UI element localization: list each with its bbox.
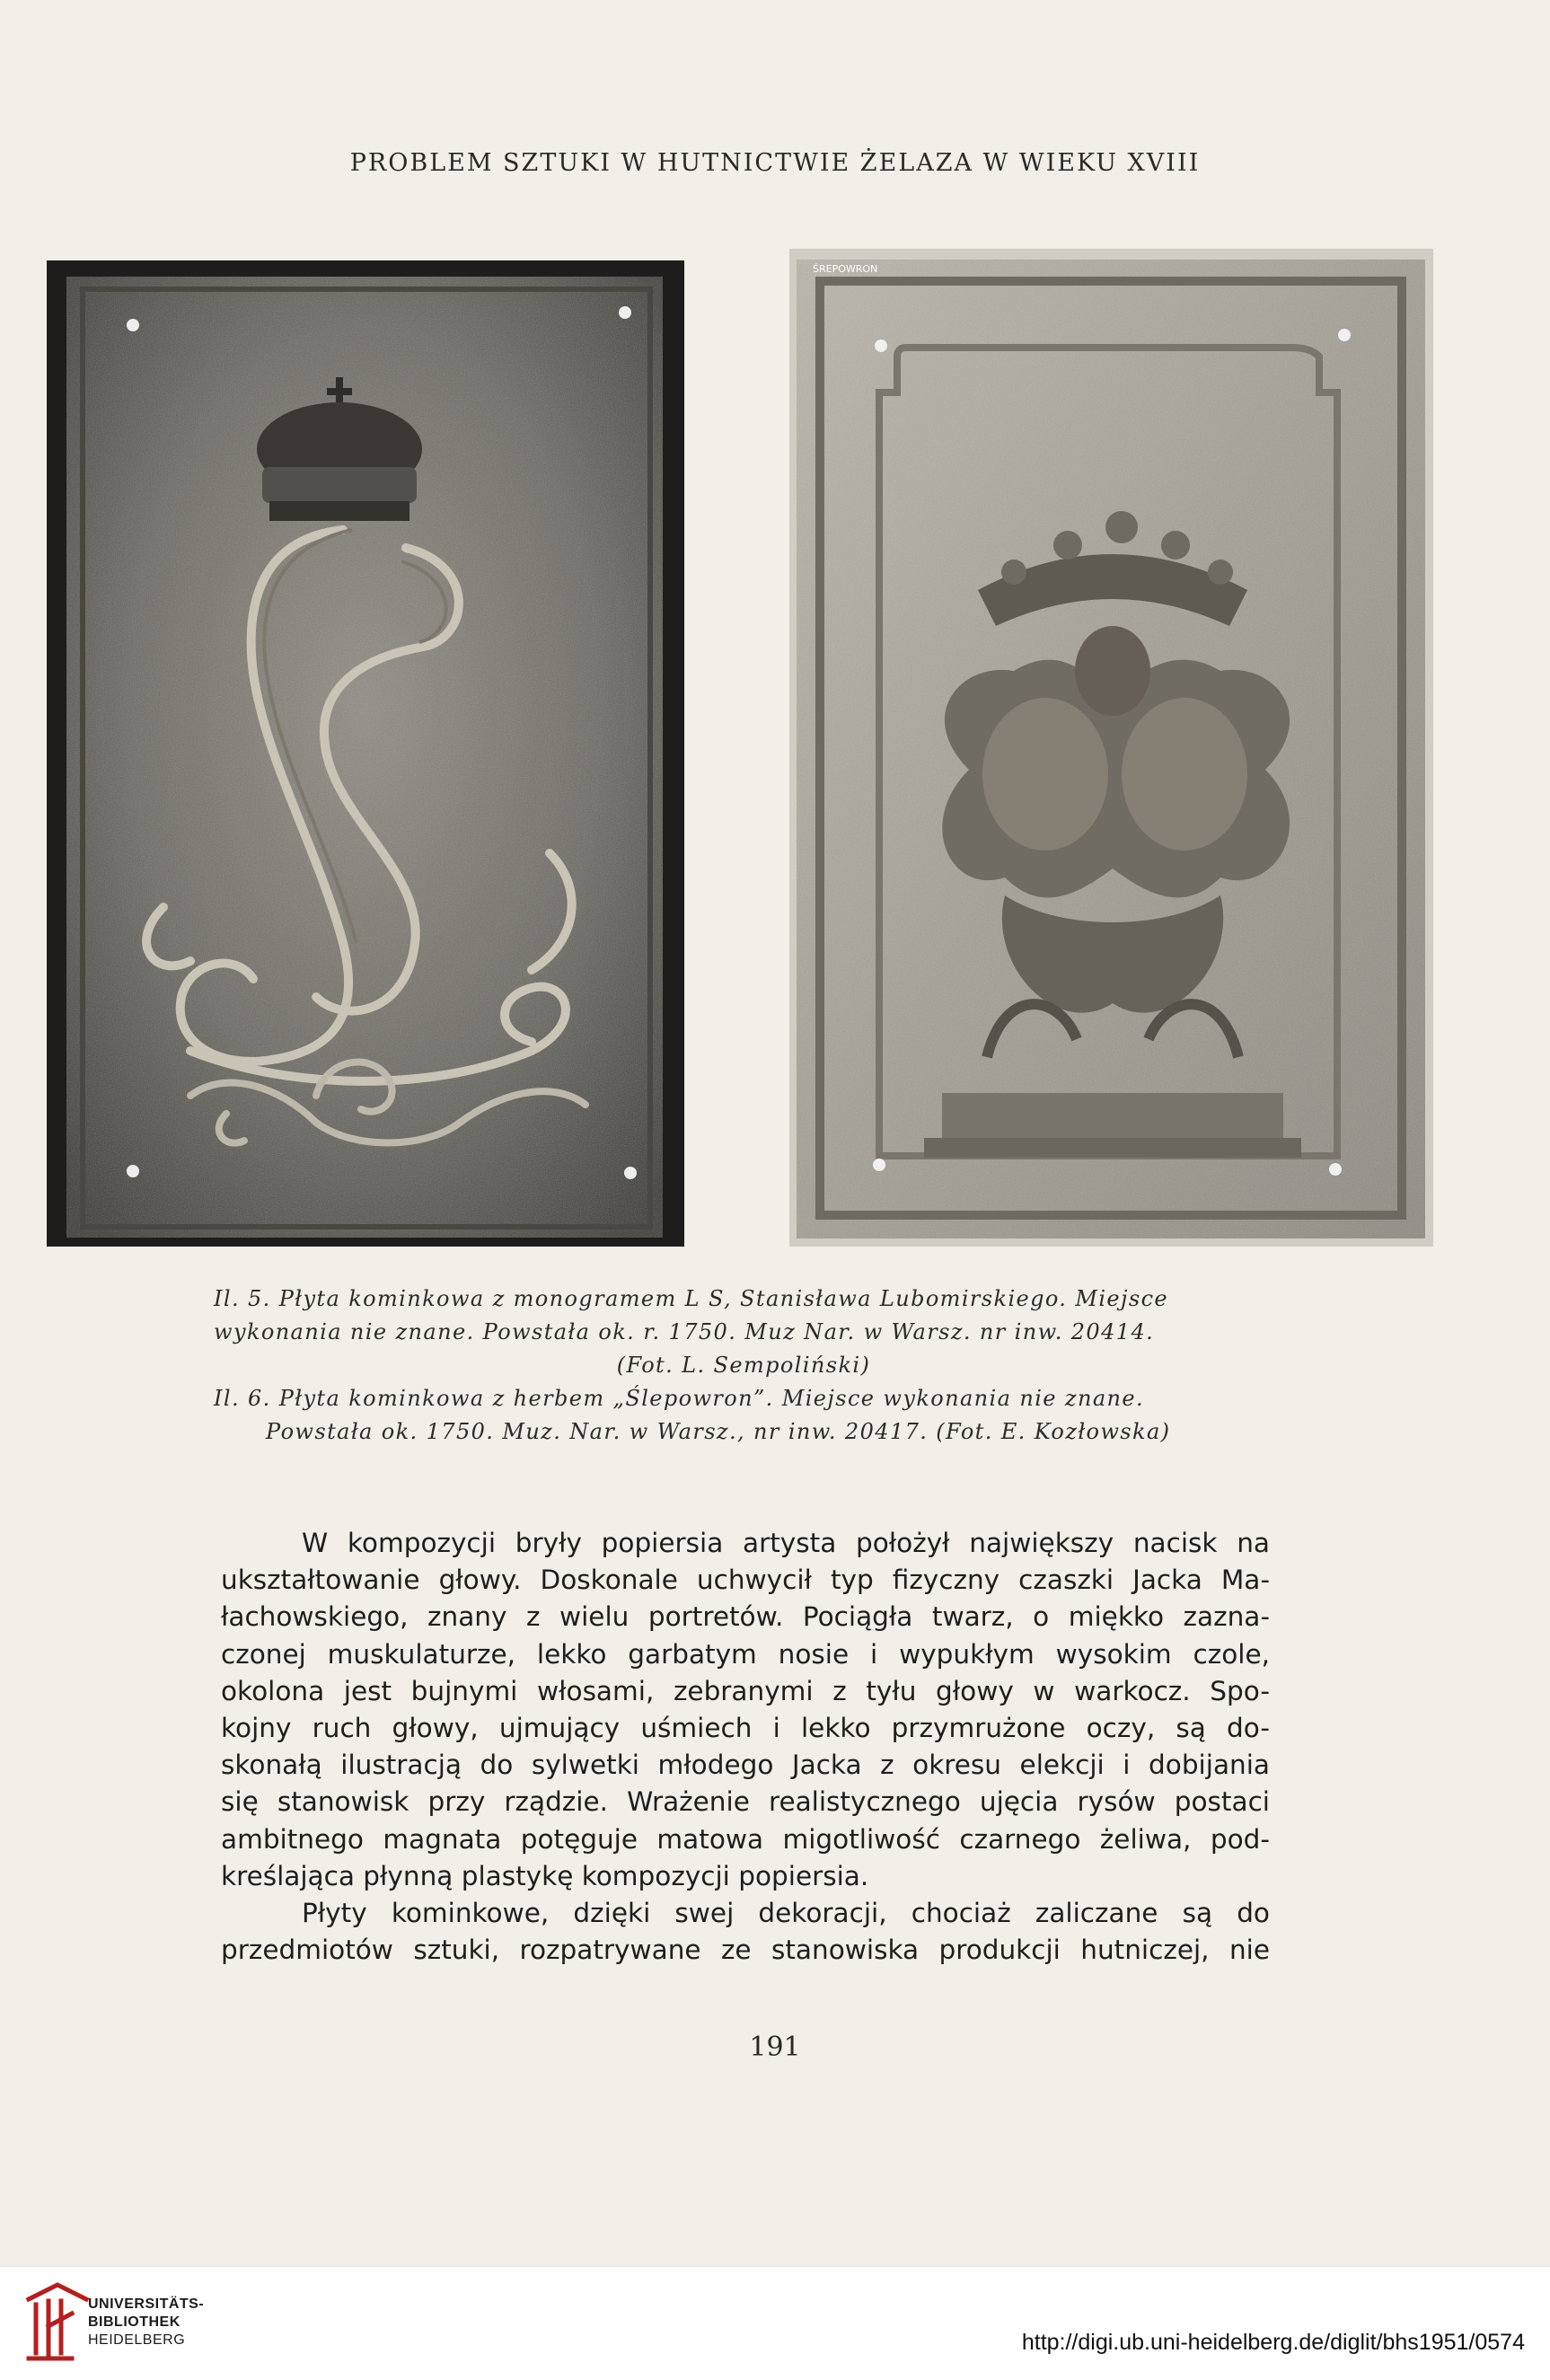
library-name-line: UNIVERSITÄTS- <box>88 2296 205 2312</box>
caption-line: Il. 6. Płyta kominkowa z herbem „Ślepowron”. Miejsce wykonania nie znane. <box>214 1386 1145 1411</box>
body-line: W kompozycji bryły popiersia artysta położył największy nacisk na <box>302 1528 1270 1558</box>
body-line: okolona jest bujnymi włosami, zebranymi z tyłu głowy w warkocz. Spo- <box>221 1675 1270 1706</box>
body-line: czonej muskulaturze, lekko garbatym nosie i wypukłym wysokim czole, <box>221 1638 1270 1670</box>
figure-plate-coat-of-arms <box>789 249 1433 1247</box>
running-head: PROBLEM SZTUKI W HUTNICTWIE ŻELAZA W WIEKU XVIII <box>349 149 1201 177</box>
body-line: skonałą ilustracją do sylwetki młodego Jacka z okresu elekcji i dobijania <box>221 1750 1270 1781</box>
body-line: łachowskiego, znany z wielu portretów. Pociągła twarz, o miękko zazna- <box>221 1601 1270 1633</box>
document-url-link[interactable]: http://digi.ub.uni-heidelberg.de/diglit/bhs1951/0574 <box>1021 2330 1525 2355</box>
body-text <box>221 1525 1270 1969</box>
library-name <box>88 2296 204 2349</box>
viewer-footer <box>0 2266 1550 2380</box>
body-line: kreślająca płynną plastykę kompozycji popiersia. <box>221 1860 869 1891</box>
body-line: ukształtowanie głowy. Doskonale uchwycił typ fizyczny czaszki Jacka Ma- <box>221 1565 1270 1596</box>
plate-coat-of-arms-image <box>789 249 1433 1247</box>
caption-line: Il. 5. Płyta kominkowa z monogramem L S, Stanisława Lubomirskiego. Miejsce <box>214 1286 1169 1311</box>
body-line: Płyty kominkowe, dzięki swej dekoracji, chociaż zaliczane są do <box>302 1898 1270 1929</box>
library-name-line: HEIDELBERG <box>88 2332 186 2348</box>
body-line: przedmiotów sztuki, rozpatrywane ze stanowiska produkcji hutniczej, nie <box>221 1935 1270 1966</box>
library-name-line: BIBLIOTHEK <box>88 2314 181 2330</box>
body-line: ambitnego magnata potęguje matowa migotliwość czarnego żeliwa, pod- <box>221 1823 1270 1855</box>
figure-caption <box>214 1283 1273 1449</box>
figure-plate-monogram <box>47 260 684 1247</box>
body-line: się stanowisk przy rządzie. Wrażenie realistycznego ujęcia rysów postaci <box>221 1786 1270 1818</box>
caption-line: Powstała ok. 1750. Muz. Nar. w Warsz., nr inw. 20417. (Fot. E. Kozłowska) <box>266 1419 1171 1444</box>
page-number: 191 <box>749 2032 801 2063</box>
caption-line: (Fot. L. Sempoliński) <box>616 1353 871 1378</box>
university-library-logo-icon <box>22 2281 93 2364</box>
plate-monogram-image <box>47 260 684 1247</box>
plate-corner-mark: ŚREPOWRON <box>813 263 878 275</box>
caption-line: wykonania nie znane. Powstała ok. r. 1750. Muz Nar. w Warsz. nr inw. 20414. <box>214 1319 1155 1344</box>
body-line: kojny ruch głowy, ujmujący uśmiech i lekko przymrużone oczy, są do- <box>221 1713 1270 1744</box>
